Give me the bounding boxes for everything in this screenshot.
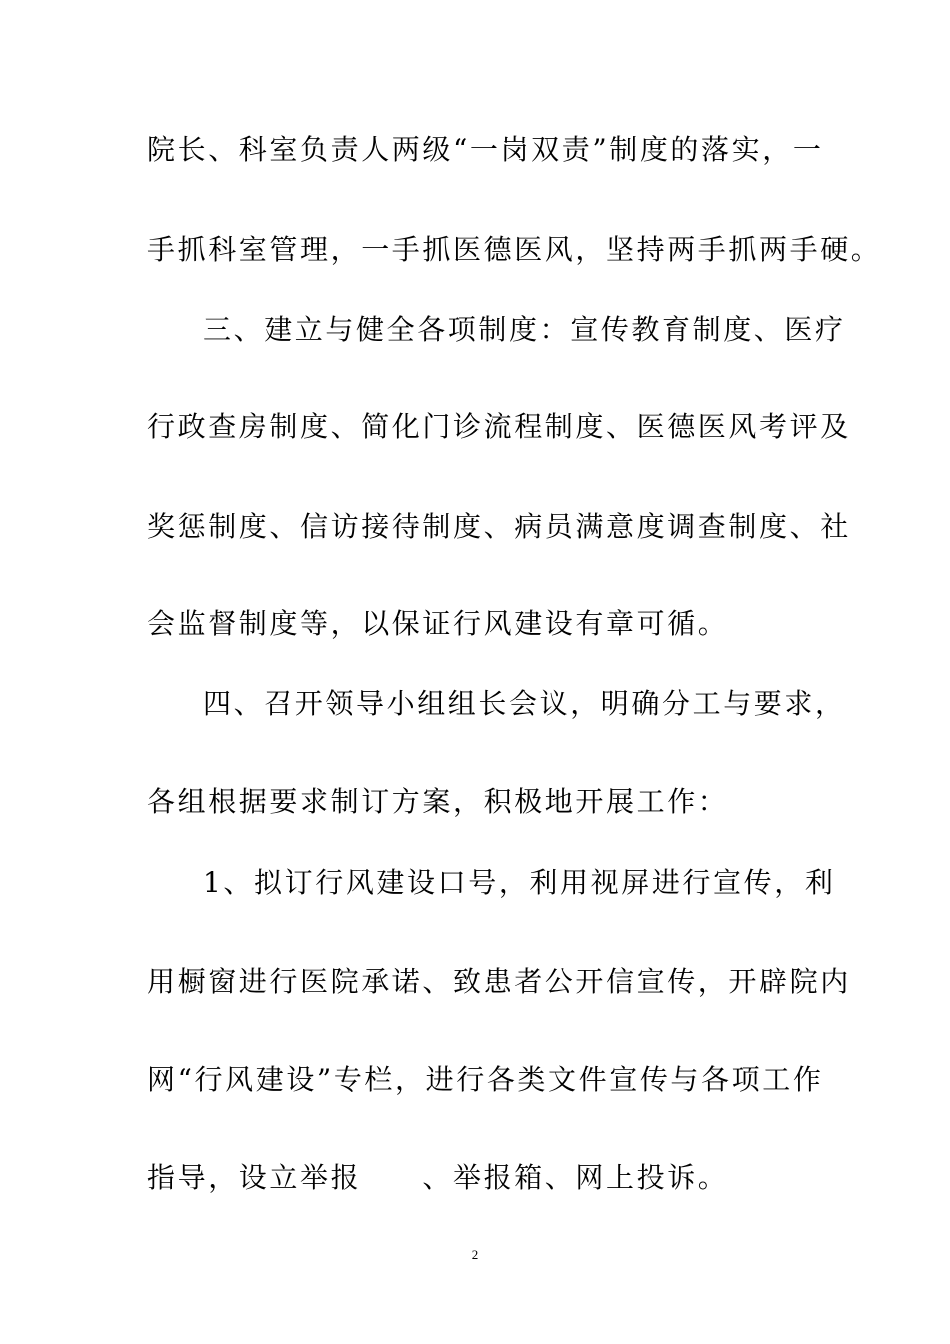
text-line-1: 院长、科室负责人两级“一岗双责”制度的落实，一 — [147, 133, 824, 166]
text-line-8: 各组根据要求制订方案，积极地开展工作： — [147, 785, 729, 818]
text-line-2: 手抓科室管理，一手抓医德医风，坚持两手抓两手硬。 — [147, 233, 882, 266]
text-line-9: 1、拟订行风建设口号，利用视屏进行宣传，利 — [203, 866, 836, 899]
text-line-6: 会监督制度等，以保证行风建设有章可循。 — [147, 607, 729, 640]
text-line-3: 三、建立与健全各项制度：宣传教育制度、医疗 — [203, 313, 846, 346]
text-line-10: 用橱窗进行医院承诺、致患者公开信宣传，开辟院内 — [147, 965, 851, 998]
text-line-12: 指导，设立举报 、举报箱、网上投诉。 — [147, 1161, 729, 1194]
text-line-4: 行政查房制度、简化门诊流程制度、医德医风考评及 — [147, 410, 851, 443]
page-number: 2 — [471, 1247, 479, 1262]
text-line-5: 奖惩制度、信访接待制度、病员满意度调查制度、社 — [147, 510, 851, 543]
text-line-11: 网“行风建设”专栏，进行各类文件宣传与各项工作 — [147, 1063, 824, 1096]
text-line-7: 四、召开领导小组组长会议，明确分工与要求， — [203, 687, 846, 720]
